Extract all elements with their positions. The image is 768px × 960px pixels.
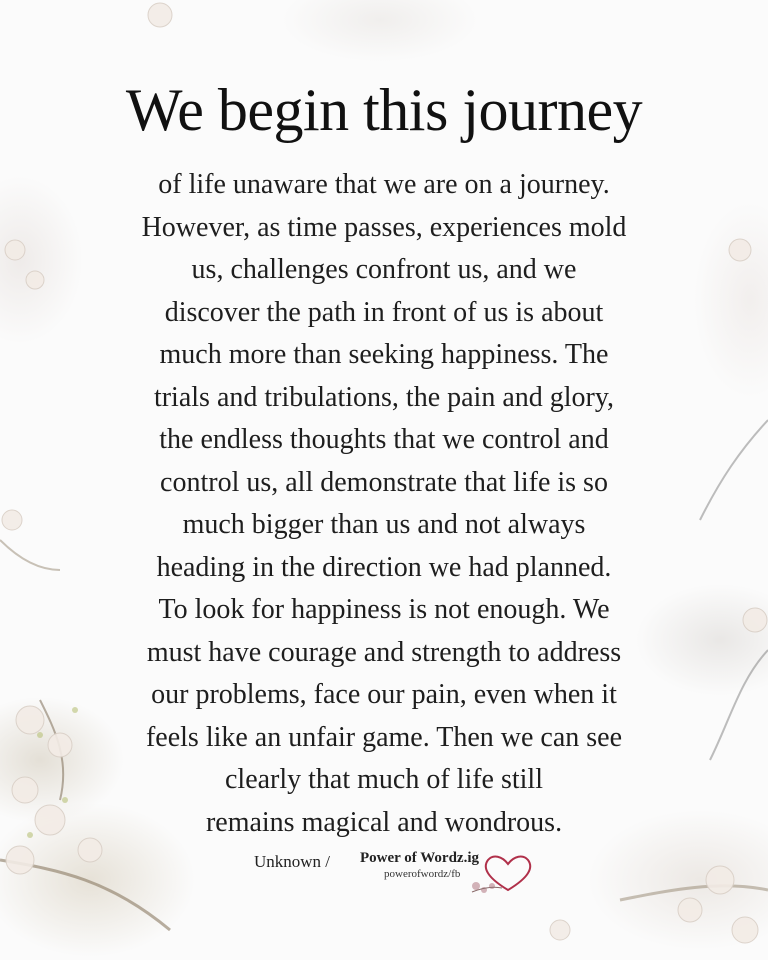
quote-line: heading in the direction we had planned. <box>156 551 612 583</box>
quote-line: discover the path in front of us is about <box>164 296 604 328</box>
page-title: We begin this journey <box>125 77 643 143</box>
quote-line: much bigger than us and not always <box>182 509 586 540</box>
quote-line: clearly that much of life still <box>224 764 543 795</box>
quote-line: of life unaware that we are on a journey. <box>158 169 610 200</box>
quote-line: must have courage and strength to address <box>146 636 622 668</box>
brand-handle: powerofwordz/fb <box>384 868 461 880</box>
quote-line: However, as time passes, experiences mold <box>141 211 627 243</box>
quote-author: Unknown / <box>254 852 331 871</box>
quote-body <box>100 164 668 844</box>
quote-line: our problems, face our pain, even when it <box>151 679 617 710</box>
quote-line: trials and tribulations, the pain and glory, <box>153 381 615 413</box>
quote-line: us, challenges confront us, and we <box>191 254 577 285</box>
quote-line: remains magical and wondrous. <box>205 806 563 838</box>
heart-logo-icon <box>468 846 538 896</box>
quote-line: much more than seeking happiness. The <box>159 339 609 370</box>
quote-line: the endless thoughts that we control and <box>159 424 609 455</box>
quote-line: control us, all demonstrate that life is so <box>160 466 608 498</box>
brand-name: Power of Wordz.ig <box>360 850 480 866</box>
quote-line: To look for happiness is not enough. We <box>158 594 610 625</box>
quote-line: feels like an unfair game. Then we can see <box>145 721 623 753</box>
